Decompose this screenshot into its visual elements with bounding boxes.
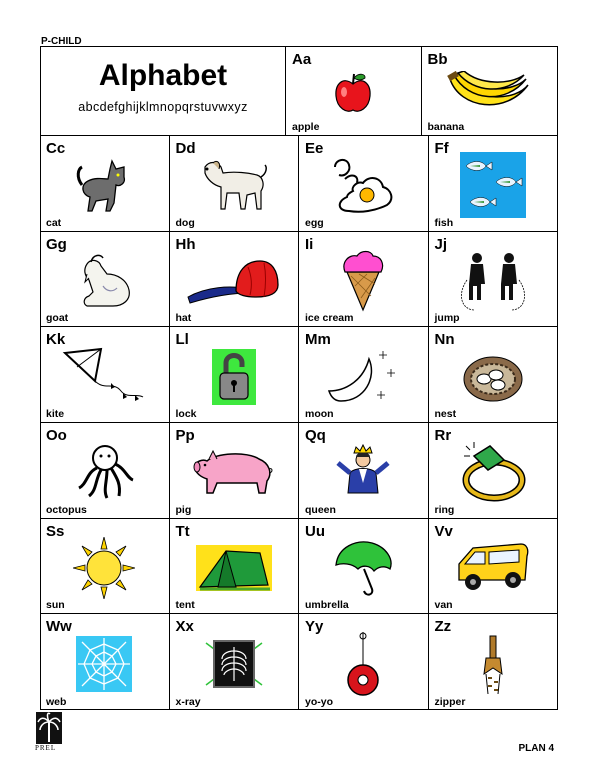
hat-icon — [186, 257, 282, 305]
letter: Dd — [175, 140, 196, 157]
letter-card — [170, 327, 300, 423]
footer-label: PLAN 4 — [518, 743, 554, 754]
letter: Ii — [305, 235, 314, 253]
letter: Pp — [175, 426, 195, 444]
zipper-icon — [478, 634, 508, 694]
moon-icon — [325, 347, 401, 407]
letter-card — [429, 423, 559, 519]
tent-icon — [196, 545, 272, 591]
letter-card — [170, 136, 300, 232]
letter-card — [429, 519, 559, 615]
letter-card — [299, 519, 429, 615]
letter: Hh — [175, 235, 196, 253]
word: jump — [434, 312, 460, 325]
word: umbrella — [305, 599, 349, 612]
letter-card — [299, 423, 429, 519]
kite-icon — [61, 347, 147, 407]
word: yo-yo — [305, 695, 334, 708]
letter-card — [40, 614, 170, 710]
letter: Rr — [434, 426, 452, 444]
title-cell — [40, 46, 286, 136]
top-row — [286, 46, 558, 136]
letter-card — [422, 47, 558, 136]
word: ice cream — [305, 312, 354, 325]
word: tent — [175, 599, 195, 612]
letter-card — [299, 614, 429, 710]
letter: Nn — [434, 331, 455, 349]
letter: Yy — [305, 618, 324, 636]
lock-icon — [212, 349, 256, 405]
word: lock — [175, 407, 197, 420]
word: van — [434, 599, 453, 612]
word: nest — [434, 407, 457, 420]
letter: Ss — [46, 522, 65, 540]
apple-icon — [333, 72, 373, 114]
letter: Cc — [46, 140, 66, 157]
word: cat — [46, 216, 62, 229]
letter: Bb — [427, 51, 448, 68]
fish-icon — [460, 152, 526, 218]
letter: Vv — [434, 522, 453, 540]
spider-web-icon — [76, 636, 132, 692]
alphabet-line: abcdefghijklmnopqrstuvwxyz — [78, 100, 248, 114]
letter: Mm — [305, 331, 331, 349]
letter-grid — [40, 136, 558, 710]
yo-yo-icon — [346, 632, 380, 696]
letter: Oo — [46, 426, 67, 444]
word: x-ray — [175, 695, 201, 708]
letter-card — [429, 136, 559, 232]
word: fish — [434, 216, 454, 229]
word: pig — [175, 503, 192, 516]
word: moon — [305, 407, 334, 420]
word: zipper — [434, 695, 466, 708]
letter-card — [170, 232, 300, 328]
word: goat — [46, 312, 69, 325]
letter: Tt — [175, 522, 190, 540]
letter-card — [170, 614, 300, 710]
ice-cream-icon — [341, 250, 385, 312]
letter: Uu — [305, 522, 325, 540]
word: ring — [434, 503, 455, 516]
letter-card — [299, 232, 429, 328]
header-label: P-CHILD — [41, 36, 82, 47]
queen-icon — [334, 443, 392, 501]
letter-card — [40, 232, 170, 328]
octopus-icon — [73, 444, 135, 500]
letter: Zz — [434, 618, 452, 636]
letter: Ee — [305, 140, 324, 157]
pig-icon — [193, 447, 275, 497]
word: banana — [427, 121, 465, 133]
egg-icon — [331, 157, 395, 213]
letter: Xx — [175, 618, 194, 636]
umbrella-icon — [332, 539, 394, 597]
letter: Kk — [46, 331, 66, 349]
word: hat — [175, 312, 192, 325]
dog-icon — [199, 155, 269, 215]
nest-icon — [462, 351, 524, 403]
letter: Gg — [46, 235, 67, 253]
letter-card — [170, 423, 300, 519]
letter-card — [40, 519, 170, 615]
letter-card — [429, 232, 559, 328]
word: web — [46, 695, 67, 708]
sun-icon — [73, 537, 135, 599]
letter-card — [286, 47, 422, 136]
logo-text: PREL — [35, 744, 57, 752]
cat-icon — [74, 155, 134, 215]
letter: Ll — [175, 331, 189, 349]
page-title: Alphabet — [98, 59, 228, 92]
word: egg — [305, 216, 324, 229]
goat-icon — [73, 252, 135, 310]
letter: Ff — [434, 140, 449, 157]
jump-rope-icon — [455, 250, 531, 312]
word: octopus — [46, 503, 87, 516]
letter-card — [429, 614, 559, 710]
letter: Aa — [292, 51, 312, 68]
word: queen — [305, 503, 336, 516]
letter-card — [40, 136, 170, 232]
word: kite — [46, 407, 65, 420]
ring-icon — [460, 442, 526, 502]
van-icon — [455, 542, 531, 594]
banana-icon — [446, 71, 532, 115]
letter-card — [299, 136, 429, 232]
letter: Qq — [305, 426, 326, 444]
letter: Ww — [46, 618, 72, 636]
word: sun — [46, 599, 65, 612]
letter-card — [299, 327, 429, 423]
word: dog — [175, 216, 195, 229]
letter-card — [429, 327, 559, 423]
x-ray-icon — [204, 635, 264, 693]
letter: Jj — [434, 235, 448, 253]
letter-card — [40, 327, 170, 423]
word: apple — [292, 121, 320, 133]
letter-card — [170, 519, 300, 615]
letter-card — [40, 423, 170, 519]
